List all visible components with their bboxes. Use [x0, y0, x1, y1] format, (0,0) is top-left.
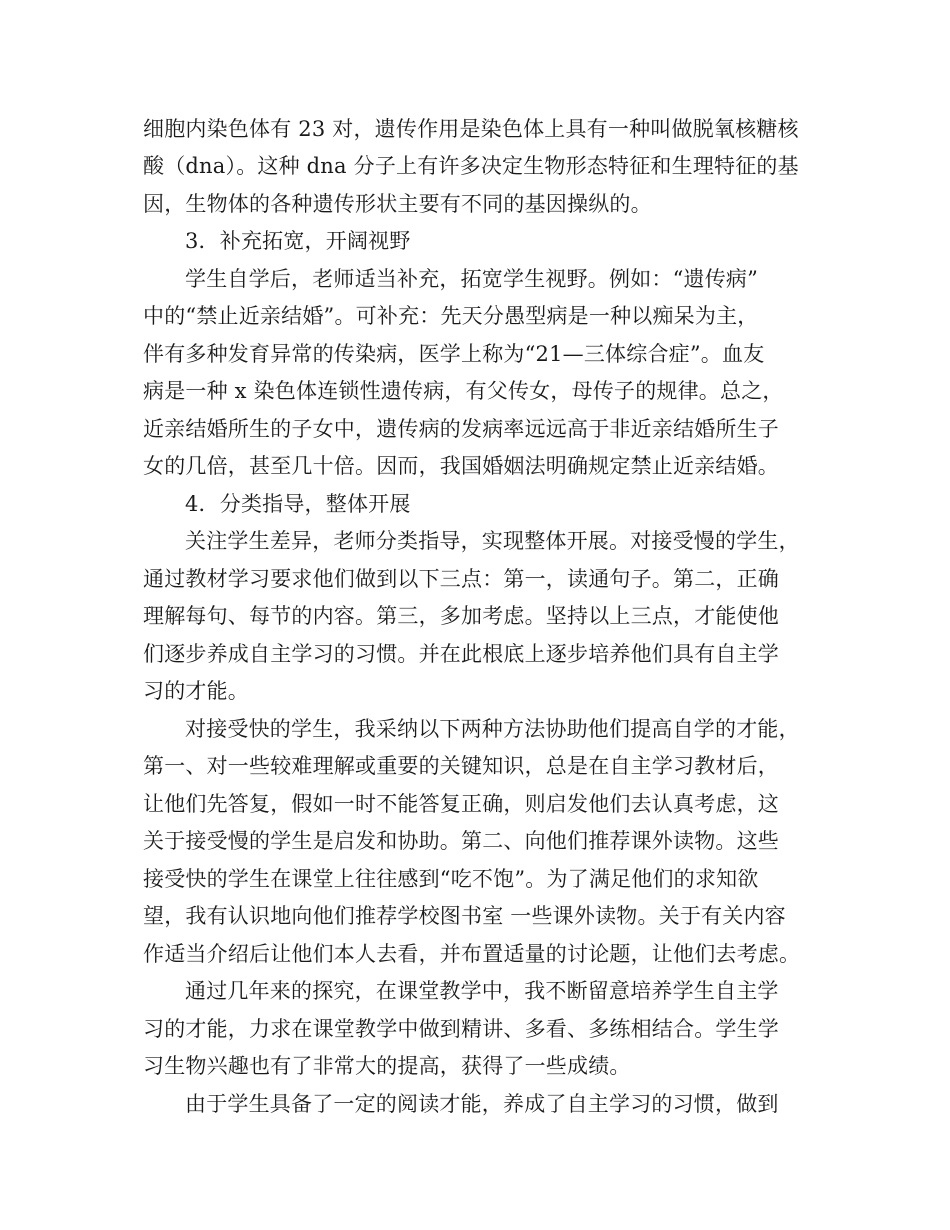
- text-line: 接受快的学生在课堂上往往感到“吃不饱”。为了满足他们的求知欲: [143, 867, 759, 891]
- text-line: 因，生物体的各种遗传形状主要有不同的基因操纵的。: [143, 192, 652, 216]
- text-line: 第一、对一些较难理解或重要的关键知识，总是在自主学习教材后，: [143, 754, 779, 778]
- text-line: 望，我有认识地向他们推荐学校图书室 一些课外读物。关于有关内容: [143, 904, 786, 928]
- text-line: 学生自学后，老师适当补充，拓宽学生视野。例如：“遗传病”: [185, 267, 759, 291]
- text-line: 理解每句、每节的内容。第三，多加考虑。坚持以上三点，才能使他: [143, 604, 779, 628]
- text-line: 细胞内染色体有 23 对，遗传作用是染色体上具有一种叫做脱氧核糖核: [143, 117, 799, 141]
- text-line: 让他们先答复，假如一时不能答复正确，则启发他们去认真考虑，这: [143, 792, 779, 816]
- text-line: 习的才能。: [143, 679, 249, 703]
- section-heading: 4．分类指导，整体开展: [185, 492, 411, 516]
- section-heading: 3．补充拓宽，开阔视野: [185, 229, 411, 253]
- text-line: 对接受快的学生，我采纳以下两种方法协助他们提高自学的才能，: [185, 717, 800, 741]
- text-line: 习生物兴趣也有了非常大的提高，获得了一些成绩。: [143, 1054, 631, 1078]
- text-line: 通过几年来的探究，在课堂教学中，我不断留意培养学生自主学: [185, 979, 779, 1003]
- text-line: 关于接受慢的学生是启发和协助。第二、向他们推荐课外读物。这些: [143, 829, 779, 853]
- text-line: 关注学生差异，老师分类指导，实现整体开展。对接受慢的学生，: [185, 529, 800, 553]
- text-line: 酸（dna）。这种 dna 分子上有许多决定生物形态特征和生理特征的基: [143, 154, 799, 178]
- text-line: 女的几倍，甚至几十倍。因而，我国婚姻法明确规定禁止近亲结婚。: [143, 454, 779, 478]
- text-line: 通过教材学习要求他们做到以下三点：第一，读通句子。第二，正确: [143, 567, 779, 591]
- text-line: 中的“禁止近亲结婚”。可补充：先天分愚型病是一种以痴呆为主，: [143, 304, 759, 328]
- text-line: 近亲结婚所生的子女中，遗传病的发病率远远高于非近亲结婚所生子: [143, 417, 779, 441]
- text-line: 伴有多种发育异常的传染病，医学上称为“21—三体综合症”。血友: [143, 342, 765, 366]
- text-line: 病是一种 x 染色体连锁性遗传病，有父传女，母传子的规律。总之，: [143, 379, 784, 403]
- text-line: 作适当介绍后让他们本人去看，并布置适量的讨论题，让他们去考虑。: [143, 942, 801, 966]
- text-line: 习的才能，力求在课堂教学中做到精讲、多看、多练相结合。学生学: [143, 1017, 779, 1041]
- text-line: 由于学生具备了一定的阅读才能，养成了自主学习的习惯，做到: [185, 1092, 779, 1116]
- text-line: 们逐步养成自主学习的习惯。并在此根底上逐步培养他们具有自主学: [143, 642, 779, 666]
